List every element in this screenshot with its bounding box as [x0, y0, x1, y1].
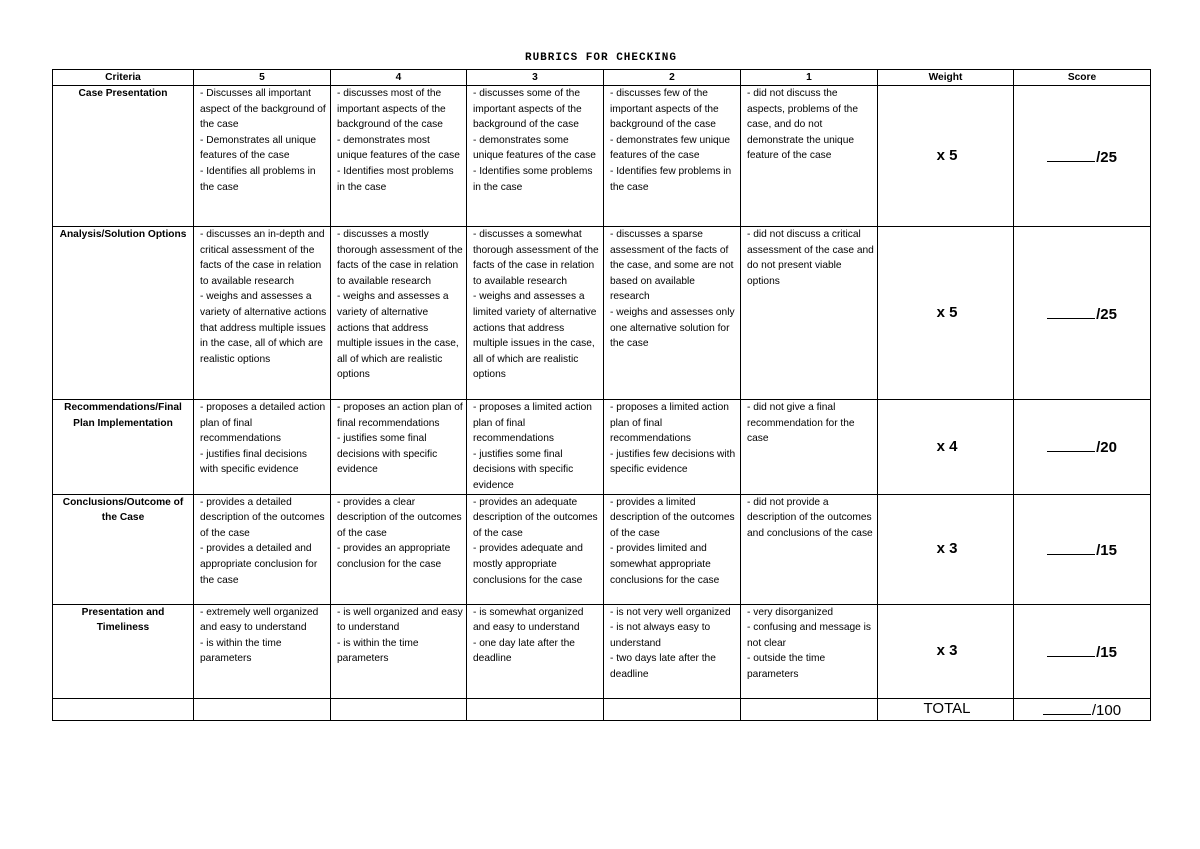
level-4-cell	[331, 227, 467, 400]
level-5-cell	[194, 227, 331, 400]
header-score: Score	[1014, 70, 1151, 86]
score-blank-line	[1047, 147, 1095, 162]
level-2-cell	[604, 227, 741, 400]
table-row	[53, 227, 1151, 400]
rubric-line: - discusses an in-depth and critical assessment of the facts of the case in relation to available research	[200, 229, 325, 287]
score-value: /20	[1096, 439, 1117, 457]
rubric-title: RUBRICS FOR CHECKING	[524, 52, 678, 64]
table-row	[53, 400, 1151, 495]
total-score-value: /100	[1091, 701, 1122, 719]
score-blank-line	[1047, 437, 1095, 452]
level-3-cell	[467, 494, 604, 604]
table-row	[53, 494, 1151, 604]
rubric-line: - provides adequate and mostly appropriate conclusions for the case	[473, 543, 583, 586]
rubric-line: - Identifies some problems in the case	[473, 165, 593, 193]
rubric-line: - discusses most of the important aspects of the background of the case	[337, 88, 446, 131]
header-level-1: 1	[741, 70, 878, 86]
header-level-4: 4	[331, 70, 467, 86]
rubric-line: - two days late after the deadline	[610, 653, 716, 680]
rubric-line: - proposes a limited action plan of final recommendations	[473, 402, 592, 445]
rubric-line: - discusses a mostly thorough assessment of the facts of the case in relation to available research	[337, 229, 463, 287]
rubric-line: - one day late after the deadline	[473, 637, 575, 665]
rubric-line: - Discusses all important aspect of the background of the case	[200, 88, 326, 131]
level-3-cell	[467, 604, 604, 698]
rubric-line: - demonstrates most unique features of the case	[337, 134, 460, 162]
level-5-cell	[194, 494, 331, 604]
rubric-line: - outside the time parameters	[747, 653, 826, 680]
rubric-line: - provides limited and somewhat appropriate conclusions for the case	[610, 543, 720, 586]
rubric-line: - is well organized and easy to understand	[337, 606, 463, 634]
total-label: TOTAL	[878, 698, 1014, 720]
empty-cell	[741, 698, 878, 720]
rubric-line: - provides a detailed description of the outcomes of the case	[200, 496, 325, 539]
header-level-3: 3	[467, 70, 604, 86]
score-value: /25	[1096, 305, 1117, 323]
criteria-cell: Presentation and Timeliness	[53, 604, 194, 698]
header-level-5: 5	[194, 70, 331, 86]
header-row	[53, 70, 1151, 86]
rubric-line: - Identifies few problems in the case	[610, 165, 732, 193]
rubric-line: - proposes a detailed action plan of final recommendations	[200, 402, 326, 445]
score-cell	[1014, 494, 1151, 604]
level-2-cell	[604, 86, 741, 227]
empty-cell	[331, 698, 467, 720]
level-4-cell	[331, 86, 467, 227]
rubric-line: - extremely well organized and easy to understand	[200, 606, 319, 634]
rubric-line: - weighs and assesses a variety of alternative actions that address multiple issues in the case, all of which are realistic options	[337, 291, 459, 381]
level-5-cell	[194, 86, 331, 227]
level-2-cell	[604, 604, 741, 698]
rubric-line: - provides a limited description of the outcomes of the case	[610, 496, 735, 539]
level-4-cell	[331, 400, 467, 495]
rubric-line: - Demonstrates all unique features of the case	[200, 134, 317, 162]
level-4-cell	[331, 604, 467, 698]
rubric-line: - is within the time parameters	[337, 637, 419, 665]
level-1-cell: - did not discuss the aspects, problems of the case, and do not demonstrate the unique feature of the case	[741, 86, 878, 227]
level-1-cell	[741, 604, 878, 698]
rubric-line: - weighs and assesses a limited variety of alternative actions that address multiple issues in the case, all of which are realistic options	[473, 291, 597, 381]
rubric-line: - justifies some final decisions with specific evidence	[473, 448, 574, 491]
level-5-cell	[194, 400, 331, 495]
rubric-line: - provides a detailed and appropriate conclusion for the case	[200, 543, 318, 586]
rubric-line: - provides an appropriate conclusion for the case	[337, 543, 451, 570]
table-row	[53, 604, 1151, 698]
criteria-cell: Conclusions/Outcome of the Case	[53, 494, 194, 604]
level-3-cell	[467, 86, 604, 227]
score-blank-line	[1047, 304, 1095, 319]
table-row	[53, 86, 1151, 227]
score-blank-line	[1047, 642, 1095, 657]
rubric-line: - confusing and message is not clear	[747, 622, 872, 649]
empty-cell	[53, 698, 194, 720]
weight-cell: x 4	[878, 400, 1014, 495]
rubric-line: - discusses a sparse assessment of the facts of the case, and some are not based on available research	[610, 229, 734, 303]
level-5-cell	[194, 604, 331, 698]
rubric-line: - proposes an action plan of final recommendations	[337, 402, 463, 429]
header-level-2: 2	[604, 70, 741, 86]
level-1-cell: - did not provide a description of the outcomes and conclusions of the case	[741, 494, 878, 604]
rubric-line: - Identifies all problems in the case	[200, 165, 316, 193]
rubric-line: - is not always easy to understand	[610, 622, 711, 649]
weight-cell: x 5	[878, 227, 1014, 400]
header-weight: Weight	[878, 70, 1014, 86]
rubric-line: - very disorganized	[747, 606, 834, 618]
rubric-line: - discusses some of the important aspects of the background of the case	[473, 88, 582, 131]
level-2-cell	[604, 400, 741, 495]
score-cell	[1014, 86, 1151, 227]
total-row	[53, 698, 1151, 720]
rubric-line: - provides a clear description of the outcomes of the case	[337, 496, 462, 539]
rubric-line: - justifies few decisions with specific evidence	[610, 448, 736, 476]
score-value: /25	[1096, 148, 1117, 166]
score-blank-line	[1047, 540, 1095, 555]
rubric-line: - weighs and assesses a variety of alternative actions that address multiple issues in the case, all of which are realistic options	[200, 291, 327, 365]
rubric-line: - proposes a limited action plan of final recommendations	[610, 402, 729, 445]
rubric-line: - justifies final decisions with specific evidence	[200, 448, 308, 476]
level-1-cell: - did not discuss a critical assessment of the case and do not present viable options	[741, 227, 878, 400]
score-cell	[1014, 400, 1151, 495]
rubric-line: - Identifies most problems in the case	[337, 165, 454, 193]
rubric-line: - justifies some final decisions with specific evidence	[337, 433, 438, 476]
score-blank-line	[1043, 700, 1091, 715]
score-cell	[1014, 227, 1151, 400]
empty-cell	[604, 698, 741, 720]
score-value: /15	[1096, 541, 1117, 559]
rubric-line: - is not very well organized	[610, 606, 731, 618]
total-score-cell	[1014, 698, 1151, 720]
rubric-table	[52, 69, 1151, 721]
criteria-cell: Case Presentation	[53, 86, 194, 227]
level-3-cell	[467, 227, 604, 400]
rubric-line: - demonstrates some unique features of the case	[473, 134, 596, 162]
rubric-line: - is somewhat organized and easy to understand	[473, 606, 584, 634]
rubric-line: - is within the time parameters	[200, 637, 282, 665]
level-4-cell	[331, 494, 467, 604]
rubric-line: - discusses a somewhat thorough assessment of the facts of the case in relation to available research	[473, 229, 599, 287]
rubric-line: - discusses few of the important aspects of the background of the case	[610, 88, 719, 131]
rubric-line: - weighs and assesses only one alternative solution for the case	[610, 306, 735, 350]
rubric-line: - demonstrates few unique features of the case	[610, 134, 731, 162]
level-1-cell: - did not give a final recommendation for the case	[741, 400, 878, 495]
criteria-cell: Analysis/Solution Options	[53, 227, 194, 400]
weight-cell: x 3	[878, 494, 1014, 604]
rubric-line: - provides an adequate description of the outcomes of the case	[473, 496, 598, 539]
weight-cell: x 3	[878, 604, 1014, 698]
score-value: /15	[1096, 643, 1117, 661]
weight-cell: x 5	[878, 86, 1014, 227]
level-2-cell	[604, 494, 741, 604]
empty-cell	[194, 698, 331, 720]
score-cell	[1014, 604, 1151, 698]
header-criteria: Criteria	[53, 70, 194, 86]
empty-cell	[467, 698, 604, 720]
criteria-cell: Recommendations/Final Plan Implementation	[53, 400, 194, 495]
level-3-cell	[467, 400, 604, 495]
